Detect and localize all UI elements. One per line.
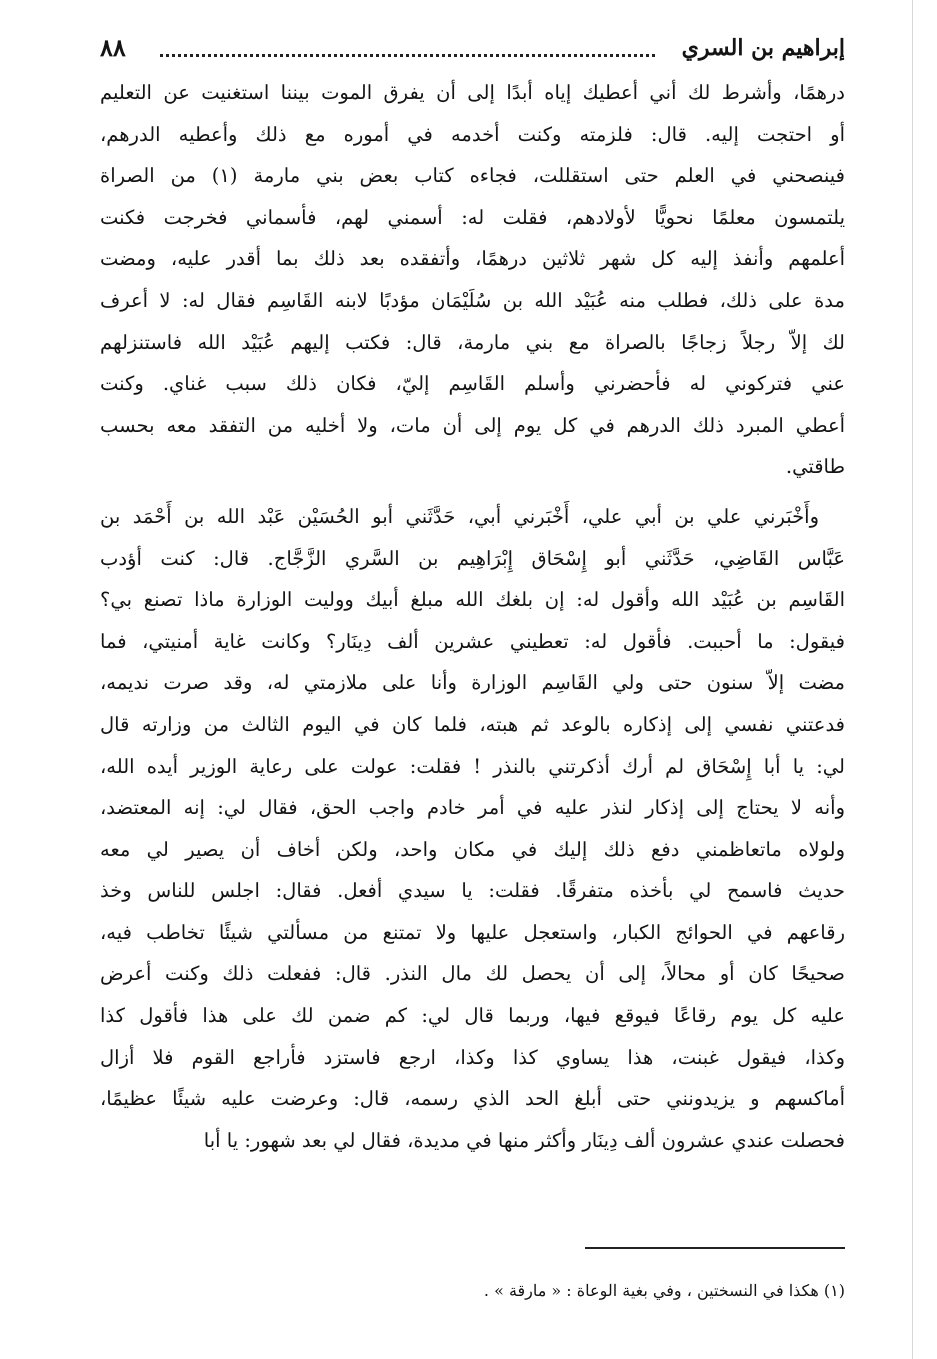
text-line: يلتمسون معلمًا نحويًّا لأولادهم، فقلت له: أسمني لهم، فأسماني فخرجت فكنت (100, 205, 845, 229)
text-line: عليه كل يوم رقاعًا فيوقع فيها، وربما قال لي: كم ضمن لك على هذا فأقول كذا (100, 1004, 845, 1028)
page-number: ٨٨ (100, 33, 126, 62)
text-line: مضت إلاّ سنون حتى ولي القَاسِم الوزارة وأنا على ملازمتي له، وقد صرت نديمه، (100, 671, 845, 695)
text-line: فيقول: ما أحببت. فأقول له: تعطيني عشرين ألف دِينَار؟ وكانت غاية أمنيتي، فما (100, 629, 845, 653)
text-line: طاقتي. (785, 455, 845, 479)
main-text (100, 72, 845, 1161)
text-line: وأنه لا يحتاج إلى إذكار لنذر عليه في أمر خادم واجب الحق، فقال لي: إنه المعتضد، (100, 796, 845, 820)
text-line: حديث فاسمح لي بأخذه متفرقًا. فقلت: يا سيدي أفعل. فقال: اجلس للناس وخذ (100, 879, 845, 903)
text-line: فدعتني نفسي إلى إذكاره بالوعد ثم هبته، فلما كان في اليوم الثالث من وزارته قال (100, 712, 845, 736)
text-line: أو احتجت إليه. قال: فلزمته وكنت أخدمه في أموره مع ذلك وأعطيه الدرهم، (100, 122, 845, 146)
header-dotted-leader (160, 54, 655, 57)
text-line: وكذا، فيقول غبنت، هذا يساوي كذا وكذا، ارجع فاستزد فأراجع القوم فلا أزال (100, 1045, 845, 1069)
text-line: القَاسِم بن عُبَيْد الله وأقول له: إن بلغك الله مبلغ أبيك ووليت الوزارة ماذا تصنع بي؟ (100, 588, 845, 612)
text-line: لك إلاّ رجلاً زجاجًا بالصراة مع بني مارمة، قال: فكتب إليهم عُبَيْد الله فاستنزلهم (100, 330, 845, 354)
paragraphs-container (100, 72, 845, 1161)
running-title: إبراهيم بن السري (681, 35, 845, 61)
text-line: صحيحًا كان أو محالاً، إلى أن يحصل لك مال النذر. قال: ففعلت ذلك وكنت أعرض (100, 962, 845, 986)
text-line: درهمًا، وأشرط لك أني أعطيك إياه أبدًا إلى أن يفرق الموت بيننا استغنيت عن التعليم (100, 81, 845, 104)
footnote: (١) هكذا في النسختين ، وفي بغية الوعاة : « مارقة » . (483, 1281, 845, 1300)
text-line: أماكسهم و يزيدونني حتى أبلغ الحد الذي رسمه، قال: وعرضت عليه شيئًا عظيمًا، (100, 1087, 845, 1111)
text-line: وأَخْبَرني علي بن أبي علي، أَخْبَرني أبي، حَدَّثَني أبو الحُسَيْن عَبْد الله بن أَحْمَد بن (100, 504, 819, 528)
page-edge-line (912, 0, 913, 1359)
paragraph-gap (100, 488, 845, 496)
paragraph (100, 496, 845, 1162)
paragraph (100, 72, 845, 488)
text-line: لي: يا أبا إِسْحَاق لم أرك أذكرتني بالنذر ! فقلت: عولت على رعاية الوزير أيده الله، (100, 754, 845, 778)
text-line: فحصلت عندي عشرون ألف دِينَار وأكثر منها في مديدة، فقال لي بعد شهور: يا أبا (203, 1128, 845, 1152)
text-line: فينصحني في العلم حتى استقللت، فجاءه كتاب بعض بني مارمة (١) من الصراة (100, 164, 845, 188)
text-line: أعلمهم وأنفذ إليه كل شهر ثلاثين درهمًا، وأتفقده بعد ذلك بما أقدر عليه، ومضت (100, 247, 845, 271)
footnote-separator (585, 1247, 845, 1249)
text-line: أعطي المبرد ذلك الدرهم في كل يوم إلى أن مات، ولا أخليه من التفقد معه بحسب (100, 413, 845, 437)
page-header (100, 30, 845, 74)
text-line: رقاعهم في الحوائج الكبار، واستعجل عليها ولا تمتنع من مسألتي شيئًا تخاطب فيه، (100, 920, 845, 944)
text-line: ولولاه ماتعاظمني دفع ذلك إليك في مكان واحد، ولكن أخاف أن يصير لي معه (100, 837, 845, 861)
text-line: عني فتركوني له فأحضرني وأسلم القَاسِم إليّ، فكان ذلك سبب غناي. وكنت (100, 372, 845, 396)
text-line: مدة على ذلك، فطلب منه عُبَيْد الله بن سُلَيْمَان مؤدبًا لابنه القَاسِم فقال له: لا أعرف (100, 288, 845, 312)
text-line: عَبَّاس القَاضِي، حَدَّثَني أبو إِسْحَاق إِبْرَاهِيم بن السَّري الزَّجَّاج. قال: كنت أؤدب (100, 546, 845, 570)
